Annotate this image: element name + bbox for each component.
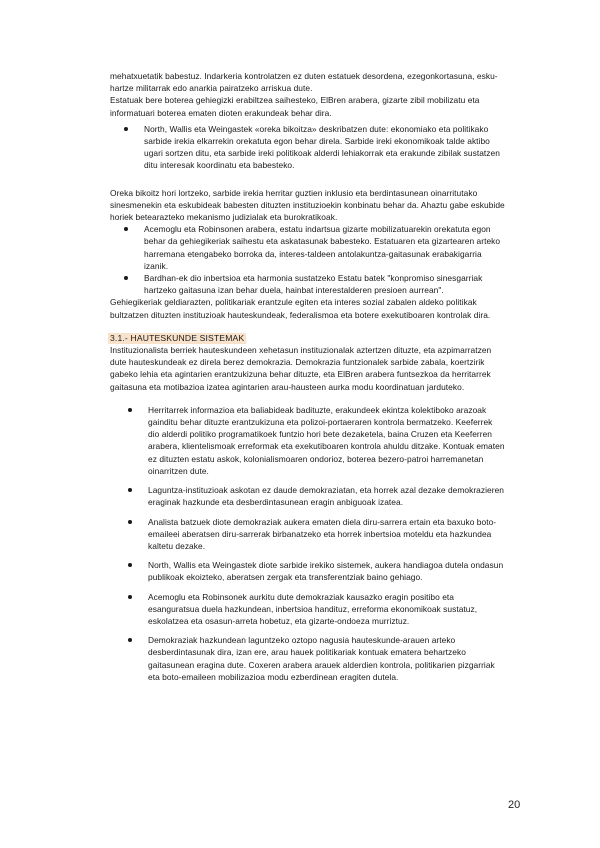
list-item: Bardhan-ek dio inbertsioa eta harmonia sustatzeko Estatu batek "konpromiso sinesgarriak hartzeko gaitasuna izan behar duela, hainbat interestalderen presioen aurrean".: [110, 272, 506, 296]
bullet-icon: [128, 520, 132, 524]
list-item: Analista batzuek diote demokraziak aukera ematen diela diru-sarrera ertain eta baxuko boto-emaileei aberatsen diru-sarrerak birbanatzeko eta horrek inbertsioa moteldu eta hazkundea kaltetu dezake.: [110, 516, 506, 553]
bullet-icon: [124, 276, 128, 280]
bullet-list-c: [110, 404, 506, 683]
bullet-icon: [128, 638, 132, 642]
section-heading: [110, 332, 506, 344]
section-heading-label: 3.1.- HAUTESKUNDE SISTEMAK: [110, 332, 245, 343]
intro-paragraph-1: mehatxuetatik babestuz. Indarkeria kontrolatzen ez duten estatuek desordena, ezegonkortasuna, esku-hartze militarrak edo anarkia pairatzeko arriskua dute.: [110, 71, 498, 94]
page-body: [110, 70, 506, 683]
list-item: North, Wallis eta Weingastek diote sarbide irekiko sistemek, aukera handiagoa dutela ondasun publikoak ekoizteko, aberatsen zergak eta transferentziak baino gehiago.: [110, 559, 506, 583]
intro-paragraph-2: Estatuak bere boterea gehiegizki erabiltzea saihesteko, ElBren arabera, gizarte zibil mobilizatu eta informatuari boterea ematen dioten erakundeak behar dira.: [110, 95, 480, 118]
bullet-icon: [124, 227, 128, 231]
list-item: Laguntza-instituzioak askotan ez daude demokraziatan, eta horrek azal dezake demokrazieren eraginak hazkunde eta desberdintasunean eragin anbiguoak izatea.: [110, 484, 506, 508]
paragraph-new-institutionalists: Instituzionalista berriek hauteskundeen xehetasun instituzionalak aztertzen dituzte, eta azpimarratzen dute hauteskundeak ez direla berez demokrazia. Demokrazia funtzionalek sarbide zabala, koertzirik gabeko lehia eta agintarien erantzukizuna behar dituzte, eta ElBren arabera funtsezkoa da herritarrek gaitasuna eta motibazioa izatea agintarien arau-hausteen aurka modu koordinatuan jarduteko.: [110, 345, 492, 392]
list-item: Demokraziak hazkundean laguntzeko oztopo nagusia hauteskunde-arauen arteko desberdintasunak dira, izan ere, arau hauek politikariak kontuak ematera behartzeko gaitasunean eragina dute. Coxeren arabera arauek alderdien kontrola, politikarien pizgarriak eta boto-emaileen mobilizazioa modu ezberdinean eragiten dutela.: [110, 634, 506, 683]
bullet-list-a: [110, 123, 506, 172]
bullet-icon: [124, 127, 128, 131]
list-item: Herritarrek informazioa eta baliabideak badituzte, erakundeek ekintza kolektiboko arazoak gainditu behar dituzte erantzukizuna eta polizoi-portaeraren kontrola bermatzeko. Keeferrek dio alderdi politiko programatikoek funtzio hori bete dezaketela, baina Cruzen eta Keeferren arabera, klientelismoak erreformak eta exekutiboaren kontrola ahuldu ditzake. Kontuak ematen ez dituzten estatu askok, kolonialismoaren ondorioz, boterea bezero-patroi harremanetan oinarritzen dute.: [110, 404, 506, 477]
bullet-icon: [128, 595, 132, 599]
list-item: Acemoglu eta Robinsonek aurkitu dute demokraziak kausazko eragin positibo eta esanguratsua duela hazkundean, inbertsioa handituz, erreforma ekonomikoak sustatuz, eskolatzea eta osasun-arreta hobetuz, eta gizarte-ondoeza murriztuz.: [110, 591, 506, 628]
page-number: 20: [508, 799, 521, 811]
list-item: Acemoglu eta Robinsonen arabera, estatu indartsua gizarte mobilizatuarekin orekatuta egon behar da gehiegikeriak saihestu eta askatasunak babesteko. Estatuaren eta gizartearen arteko harremana etengabeko borroka da, interes-taldeen antolakuntza-gaitasunak erabakigarria izanik.: [110, 223, 506, 272]
paragraph-dual-balance: Oreka bikoitz hori lortzeko, sarbide irekia herritar guztien inklusio eta berdintasunean oinarritutako sinesmenekin eta eskubideak babesten dituzten instituzioekin konbinatu behar da. Ahaztu gabe eskubide horiek betearazteko mekanismo judizialak eta burokratikoak.: [110, 187, 505, 223]
list-item: North, Wallis eta Weingastek «oreka bikoitza» deskribatzen dute: ekonomiako eta politikako sarbide irekia elkarrekin orekatuta egon behar direla. Sarbide ireki ekonomikoak talde aktibo ugari sortzen ditu, eta sarbide ireki politikoak alderdi lehiakorrak eta erakunde zibilak sustatzen ditu interesak koordinatu eta babesteko.: [110, 123, 506, 172]
bullet-icon: [128, 563, 132, 567]
bullet-list-b: [110, 223, 506, 296]
paragraph-institutions: Gehiegikeriak geldiarazten, politikariak erantzule egiten eta interes sozial zabalen aldeko politikak bultzatzen dituzten instituzioak hauteskundeak, federalismoa eta botere exekutiboaren kontrolak dira.: [110, 297, 491, 320]
bullet-icon: [128, 488, 132, 492]
bullet-icon: [128, 408, 132, 412]
